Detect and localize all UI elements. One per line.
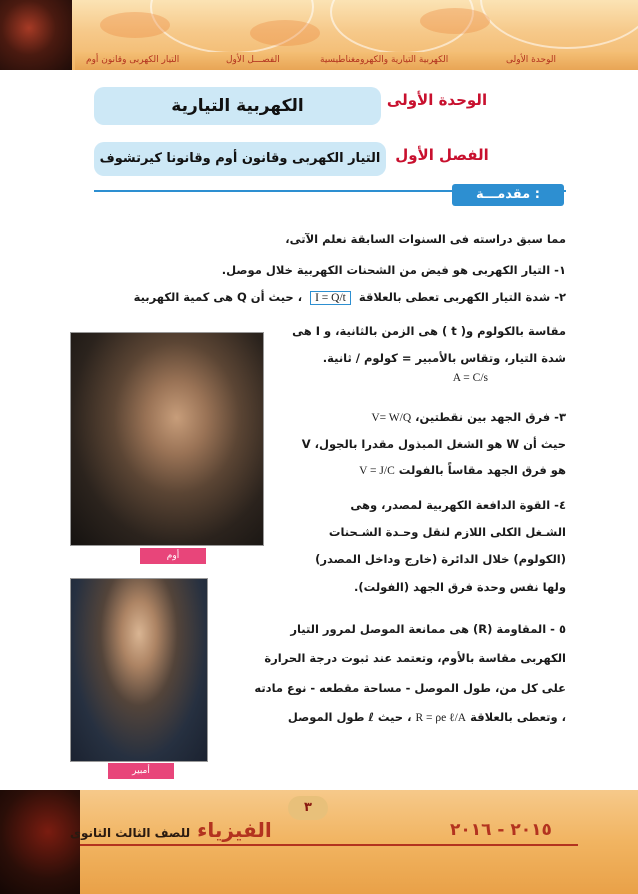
body-line: الشـغل الكلى اللازم لنقل وحـدة الشـحنات (328, 525, 566, 539)
formula-voltage: V= W/Q (371, 412, 412, 424)
footer-ornament (0, 790, 80, 894)
formula-text: هو فرق الجهد مقاساً بالفولت (398, 463, 566, 477)
subject-name: الفيزياء (197, 818, 272, 842)
unit-title: الكهربية التيارية (94, 87, 381, 125)
decorative-leaf (100, 12, 170, 38)
formula-current: I = Q/t (310, 291, 351, 305)
page-number: ٣ (288, 796, 328, 820)
ampere-caption: أمبير (108, 763, 174, 779)
header-ornament (0, 0, 72, 70)
ampere-portrait (70, 578, 208, 762)
body-line: على كل من، طول الموصل - مساحة مقطعه - نوع مادته (254, 681, 566, 695)
body-line: ولها نفس وحدة فرق الجهد (الفولت). (354, 580, 566, 594)
decorative-swirl (480, 0, 638, 49)
footer-divider (80, 844, 578, 846)
decorative-leaf (250, 20, 320, 46)
breadcrumb-chapter: الفصـــل الأول (226, 55, 280, 65)
ohm-portrait (70, 332, 264, 546)
formula-text: ، وتعطى بالعلاقة (470, 710, 566, 724)
formula-text: ٣- فرق الجهد بين نقطتين، (415, 410, 566, 424)
formula-text: ، حيث ℓ طول الموصل (287, 710, 412, 724)
breadcrumb-unit-name: الكهربية التيارية والكهرومغناطيسية (320, 55, 449, 65)
body-line: ١- التيار الكهربى هو فيض من الشحنات الكهربية خلال موصل. (221, 263, 566, 277)
formula-text: ، حيث أن Q هى كمية الكهربية (133, 290, 303, 304)
formula-resistance: R = ρe ℓ/A (415, 712, 467, 724)
academic-year: ٢٠١٥ - ٢٠١٦ (450, 820, 552, 840)
body-line: (الكولوم) خلال الدائرة (خارج وداخل المصدر) (315, 552, 566, 566)
body-line: حيث أن W هو الشغل المبذول مقدرا بالجول، V (301, 437, 566, 451)
ohm-caption: أوم (140, 548, 206, 564)
breadcrumb-unit: الوحدة الأولى (506, 55, 556, 65)
chapter-label: الفصل الأول (395, 146, 489, 164)
body-line-formula (359, 463, 566, 477)
body-line-formula (134, 290, 566, 305)
subject-title (70, 818, 272, 842)
body-line-formula (371, 410, 566, 424)
body-line: ٤- القوة الدافعة الكهربية لمصدر، وهى (350, 498, 566, 512)
breadcrumb-chapter-name: التيار الكهربى وقانون أوم (86, 55, 180, 65)
intro-tag: مقدمـــة : (452, 184, 564, 206)
body-line: مما سبق دراسته فى السنوات السابقة نعلم الآتى، (285, 232, 566, 246)
formula-volt-unit: V = J/C (359, 465, 395, 477)
grade-label: للصف الثالث الثانوى (70, 826, 191, 840)
chapter-title: التيار الكهربى وقانون أوم وقانونا كيرتشوف (94, 142, 386, 176)
body-line: الكهربى مقاسة بالأوم، وتعتمد عند ثبوت درجة الحرارة (264, 651, 566, 665)
formula-text: ٢- شدة التيار الكهربى تعطى بالعلاقة (358, 290, 566, 304)
decorative-leaf (420, 8, 490, 34)
body-line: شدة التيار، وتقاس بالأمبير = كولوم / ثانية. (322, 351, 566, 365)
body-line-formula (288, 710, 566, 724)
unit-label: الوحدة الأولى (382, 87, 492, 113)
body-line: ٥ - المقاومة (R) هى ممانعة الموصل لمرور التيار (290, 622, 566, 636)
body-line: مقاسة بالكولوم و( t ) هى الزمن بالثانية، و I هى (292, 324, 566, 338)
unit-equation: A = C/s (452, 372, 488, 384)
